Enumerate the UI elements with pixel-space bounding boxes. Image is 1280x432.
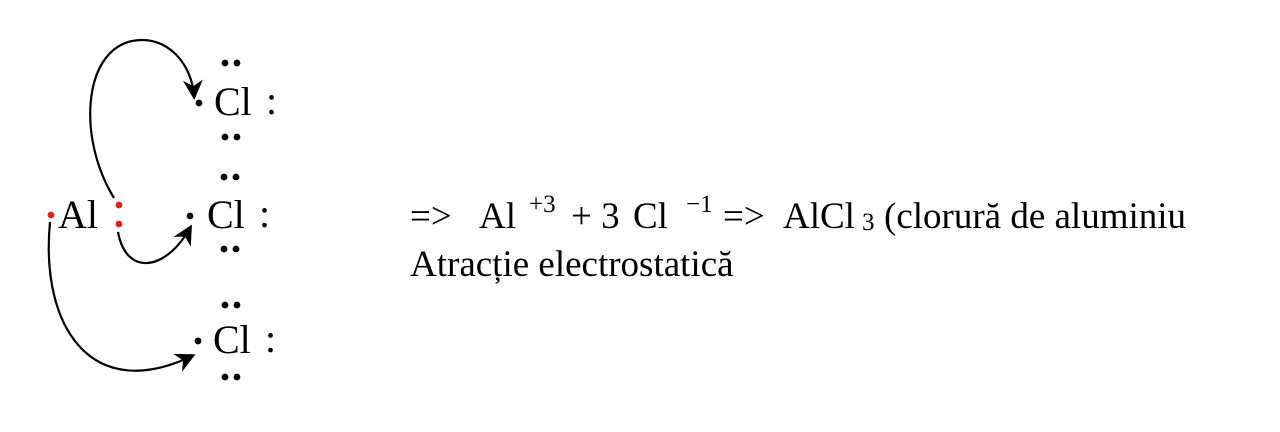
cl2-electron-top-b [233, 174, 240, 181]
bond-type-caption: Atracție electrostatică [410, 244, 734, 285]
equation-arrow-1: => [410, 196, 452, 237]
product-name: (clorură de aluminiu [884, 196, 1187, 237]
chlorine-atom-bottom [195, 302, 277, 381]
al-symbol: Al [58, 192, 98, 237]
transfer-arrow-to-middle-cl [118, 228, 190, 263]
cl1-electron-bottom-b [234, 134, 241, 141]
al-valence-electron-right-top [116, 202, 123, 209]
cl2-electron-left [187, 213, 194, 220]
al-ion-charge: +3 [529, 191, 556, 218]
cl3-electron-bottom-a [222, 374, 229, 381]
ionic-equation [410, 191, 1186, 237]
cl1-right-pair: : [266, 78, 278, 123]
transfer-arrow-to-top-cl [90, 40, 194, 198]
cl3-right-pair: : [265, 316, 277, 361]
aluminum-atom [48, 192, 123, 237]
cl1-electron-left [196, 100, 203, 107]
cl1-electron-top-b [234, 60, 241, 67]
cl-ion-symbol: Cl [633, 196, 668, 237]
cl1-electron-bottom-a [222, 134, 229, 141]
al-ion-symbol: Al [479, 196, 516, 237]
cl1-symbol: Cl [214, 79, 252, 124]
cl2-electron-top-a [221, 174, 228, 181]
cl1-electron-top-a [222, 60, 229, 67]
cl-ion-charge: −1 [686, 191, 713, 218]
al-valence-electron-left [48, 212, 55, 219]
cl3-electron-top-b [234, 302, 241, 309]
equation-arrow-2: => [723, 196, 765, 237]
cl2-symbol: Cl [207, 192, 245, 237]
cl3-electron-top-a [222, 302, 229, 309]
cl2-right-pair: : [259, 191, 271, 236]
chlorine-atom-middle [187, 174, 271, 253]
al-valence-electron-right-bottom [116, 221, 123, 228]
chlorine-atom-top [196, 60, 278, 141]
cl2-electron-bottom-b [233, 246, 240, 253]
cl3-electron-left [195, 338, 202, 345]
equation-plus-coefficient: + 3 [571, 196, 620, 237]
cl3-electron-bottom-b [234, 374, 241, 381]
cl3-symbol: Cl [213, 317, 251, 362]
product-subscript: 3 [862, 209, 875, 236]
product-formula: AlCl [783, 196, 855, 237]
cl2-electron-bottom-a [221, 246, 228, 253]
